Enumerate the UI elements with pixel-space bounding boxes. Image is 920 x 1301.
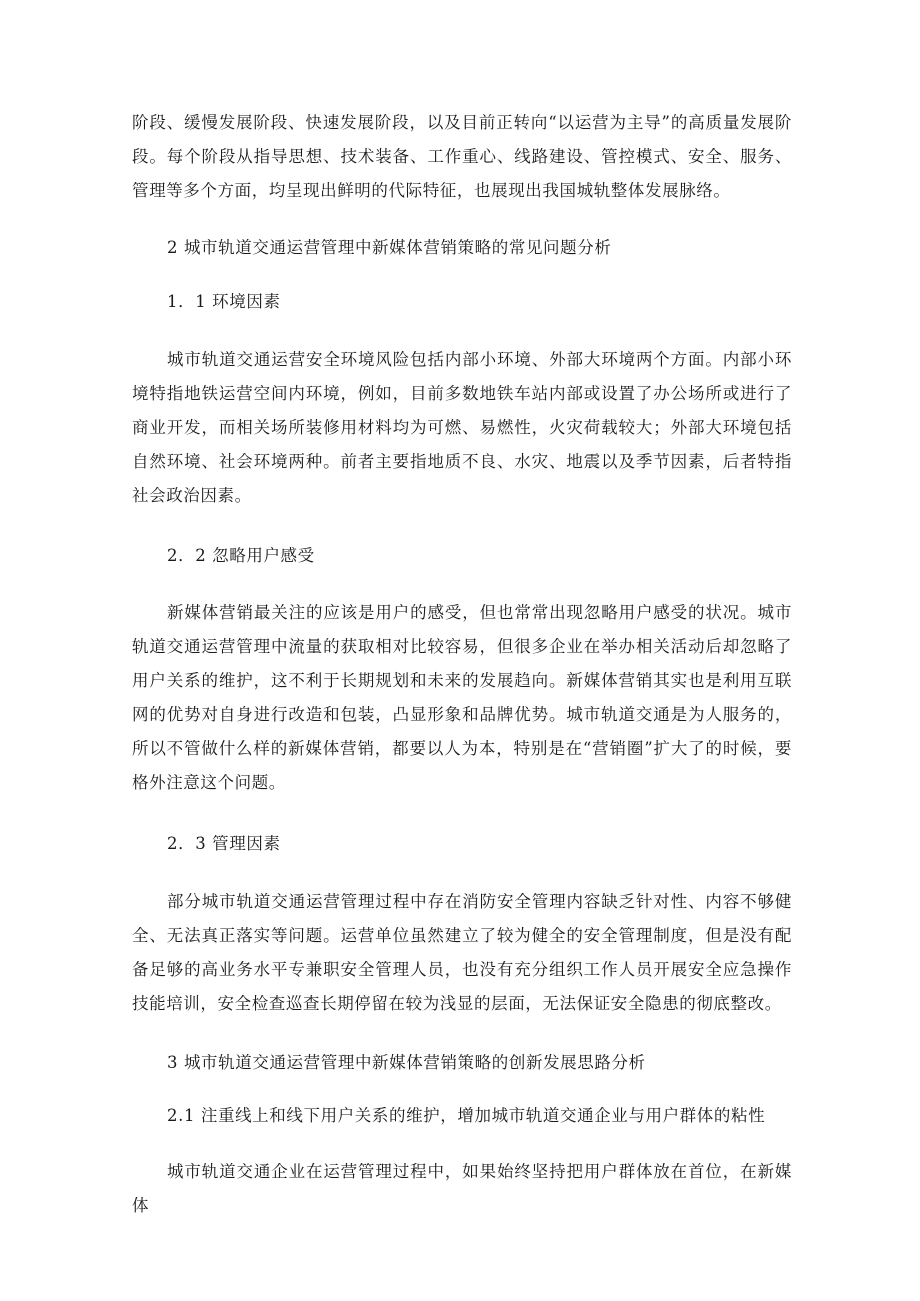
user-experience-paragraph: 新媒体营销最关注的应该是用户的感受，但也常常出现忽略用户感受的状况。城市轨道交通运营管理中流量的获取相对比较容易，但很多企业在举办相关活动后却忽略了用户关系的维护，这不利于长期规划和未来的发展趋向。新媒体营销其实也是利用互联网的优势对自身进行改造和包装，凸显形象和品牌优势。城市轨道交通是为人服务的，所以不管做什么样的新媒体营销，都要以人为本，特别是在“营销圈”扩大了的时候，要格外注意这个问题。 <box>132 603 792 792</box>
section-3-heading: 3 城市轨道交通运营管理中新媒体营销策略的创新发展思路分析 <box>167 1053 646 1072</box>
environment-paragraph: 城市轨道交通运营安全环境风险包括内部小环境、外部大环境两个方面。内部小环境特指地铁运营空间内环境，例如，目前多数地铁车站内部或设置了办公场所或进行了商业开发，而相关场所装修用材料均为可燃、易燃性，火灾荷载较大；外部大环境包括自然环境、社会环境两种。前者主要指地质不良、水灾、地震以及季节因素，后者特指社会政治因素。 <box>132 350 792 505</box>
subsection-3-1-heading: 2.1 注重线上和线下用户关系的维护，增加城市轨道交通企业与用户群体的粘性 <box>167 1106 766 1125</box>
subsection-2-3-heading: 2．3 管理因素 <box>167 834 281 853</box>
subsection-1-1-heading: 1．1 环境因素 <box>167 292 281 311</box>
intro-paragraph: 阶段、缓慢发展阶段、快速发展阶段，以及目前正转向“以运营为主导”的高质量发展阶段。每个阶段从指导思想、技术装备、工作重心、线路建设、管控模式、安全、服务、管理等多个方面，均呈现出鲜明的代际特征，也展现出我国城轨整体发展脉络。 <box>132 113 792 200</box>
user-relations-paragraph: 城市轨道交通企业在运营管理过程中，如果始终坚持把用户群体放在首位，在新媒体 <box>132 1162 792 1215</box>
section-2-heading: 2 城市轨道交通运营管理中新媒体营销策略的常见问题分析 <box>167 238 612 257</box>
management-paragraph: 部分城市轨道交通运营管理过程中存在消防安全管理内容缺乏针对性、内容不够健全、无法真正落实等问题。运营单位虽然建立了较为健全的安全管理制度，但是没有配备足够的高业务水平专兼职安全管理人员，也没有充分组织工作人员开展安全应急操作技能培训，安全检查巡查长期停留在较为浅显的层面，无法保证安全隐患的彻底整改。 <box>132 892 792 1013</box>
subsection-2-2-heading: 2．2 忽略用户感受 <box>167 546 315 565</box>
